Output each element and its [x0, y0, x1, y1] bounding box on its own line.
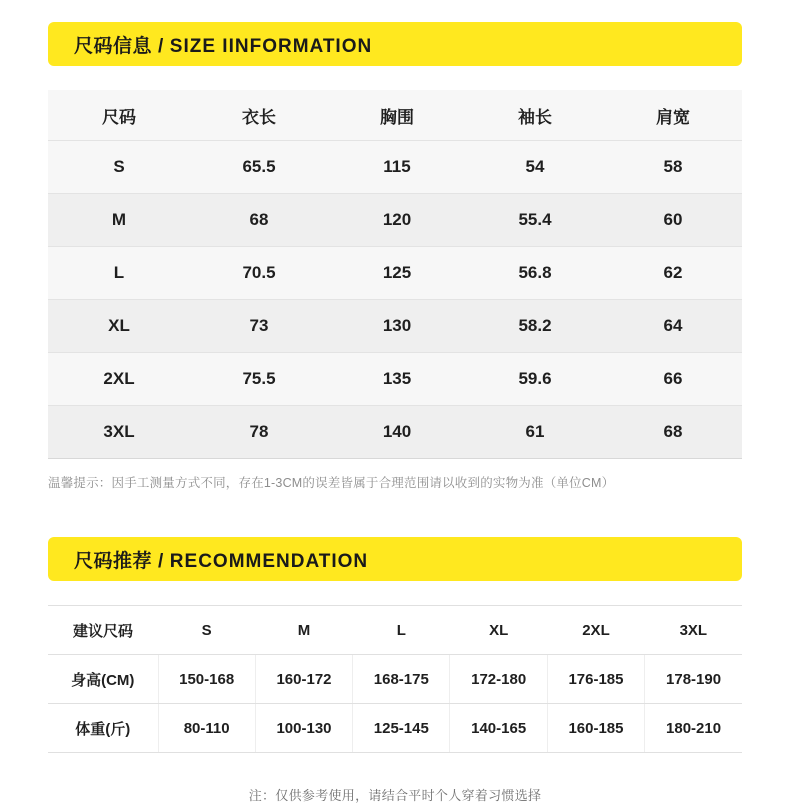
- recommendation-cell: 180-210: [645, 704, 742, 753]
- size-cell: 120: [328, 194, 466, 247]
- size-cell: 58.2: [466, 300, 604, 353]
- size-information-banner-title-cn: 尺码信息: [74, 35, 153, 57]
- size-cell: 75.5: [190, 353, 328, 406]
- size-cell: L: [48, 247, 190, 300]
- recommendation-header-row: [48, 606, 742, 655]
- size-cell: 64: [604, 300, 742, 353]
- recommendation-cell: 150-168: [158, 655, 255, 704]
- recommendation-cell: 160-185: [547, 704, 644, 753]
- size-table-header-row: [48, 90, 742, 141]
- size-cell: 130: [328, 300, 466, 353]
- recommendation-banner: [48, 537, 742, 581]
- recommendation-cell: 178-190: [645, 655, 742, 704]
- size-table-header-cell: 尺码: [48, 90, 190, 141]
- table-row: [48, 247, 742, 300]
- size-table-header-cell: 胸围: [328, 90, 466, 141]
- size-cell: 70.5: [190, 247, 328, 300]
- size-cell: 56.8: [466, 247, 604, 300]
- recommendation-header-cell: 2XL: [547, 606, 644, 655]
- recommendation-cell: 172-180: [450, 655, 547, 704]
- recommendation-header-cell: 3XL: [645, 606, 742, 655]
- size-cell: 68: [190, 194, 328, 247]
- recommendation-cell: 100-130: [255, 704, 352, 753]
- size-table-header-cell: 肩宽: [604, 90, 742, 141]
- size-table-header-cell: 衣长: [190, 90, 328, 141]
- recommendation-row-label: 体重(斤): [48, 704, 158, 753]
- size-cell: S: [48, 141, 190, 194]
- recommendation-header-cell: L: [353, 606, 450, 655]
- recommendation-row-label: 身高(CM): [48, 655, 158, 704]
- recommendation-cell: 80-110: [158, 704, 255, 753]
- size-information-banner-separator: /: [158, 35, 164, 57]
- recommendation-header-cell: 建议尺码: [48, 606, 158, 655]
- size-cell: 59.6: [466, 353, 604, 406]
- table-row: [48, 655, 742, 704]
- recommendation-cell: 176-185: [547, 655, 644, 704]
- recommendation-table: [48, 605, 742, 753]
- recommendation-cell: 125-145: [353, 704, 450, 753]
- size-cell: 55.4: [466, 194, 604, 247]
- size-cell: 73: [190, 300, 328, 353]
- size-information-banner: [48, 22, 742, 66]
- size-information-banner-title-en: SIZE IINFORMATION: [169, 35, 373, 57]
- measurement-note: 温馨提示：因手工测量方式不同，存在1-3CM的误差皆属于合理范围请以收到的实物为准（单位CM）: [48, 476, 615, 490]
- size-cell: 60: [604, 194, 742, 247]
- size-cell: XL: [48, 300, 190, 353]
- recommendation-banner-title-en: RECOMMENDATION: [169, 550, 369, 572]
- table-row: [48, 300, 742, 353]
- size-table: [48, 90, 742, 459]
- size-information-banner-text: [74, 31, 372, 58]
- size-cell: 78: [190, 406, 328, 459]
- size-cell: 65.5: [190, 141, 328, 194]
- size-cell: 68: [604, 406, 742, 459]
- size-cell: M: [48, 194, 190, 247]
- size-cell: 2XL: [48, 353, 190, 406]
- recommendation-banner-separator: /: [158, 550, 164, 572]
- size-cell: 66: [604, 353, 742, 406]
- size-cell: 125: [328, 247, 466, 300]
- table-row: [48, 406, 742, 459]
- size-cell: 62: [604, 247, 742, 300]
- table-row: [48, 353, 742, 406]
- size-cell: 140: [328, 406, 466, 459]
- recommendation-section: [48, 537, 742, 804]
- size-cell: 61: [466, 406, 604, 459]
- recommendation-header-cell: S: [158, 606, 255, 655]
- recommendation-cell: 140-165: [450, 704, 547, 753]
- recommendation-banner-text: [74, 546, 368, 573]
- size-cell: 115: [328, 141, 466, 194]
- size-table-header-cell: 袖长: [466, 90, 604, 141]
- recommendation-footnote: 注：仅供参考使用，请结合平时个人穿着习惯选择: [248, 788, 542, 803]
- recommendation-banner-title-cn: 尺码推荐: [74, 550, 153, 572]
- table-row: [48, 704, 742, 753]
- size-cell: 54: [466, 141, 604, 194]
- table-row: [48, 194, 742, 247]
- size-cell: 3XL: [48, 406, 190, 459]
- recommendation-header-cell: M: [255, 606, 352, 655]
- size-cell: 58: [604, 141, 742, 194]
- table-row: [48, 141, 742, 194]
- recommendation-cell: 168-175: [353, 655, 450, 704]
- recommendation-cell: 160-172: [255, 655, 352, 704]
- recommendation-header-cell: XL: [450, 606, 547, 655]
- size-cell: 135: [328, 353, 466, 406]
